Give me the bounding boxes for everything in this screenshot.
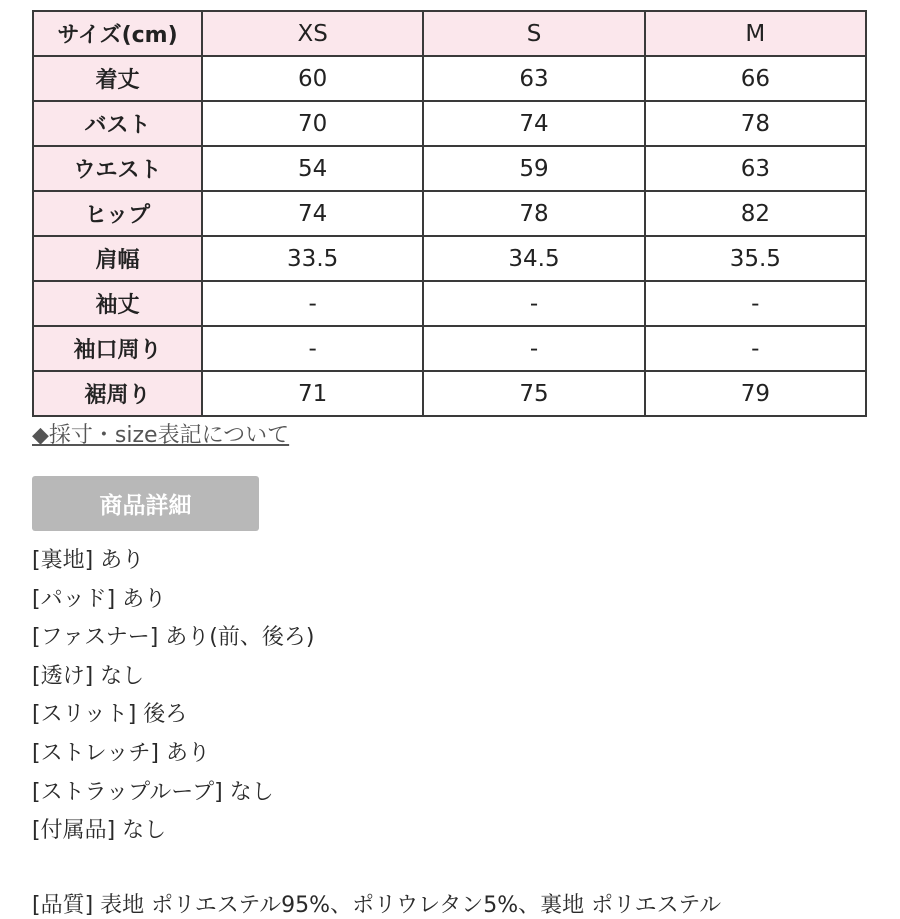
detail-padding: [パッド] あり — [32, 586, 167, 612]
detail-stretch: [ストレッチ] あり — [32, 740, 210, 766]
table-cell: 33.5 — [202, 236, 423, 281]
table-cell: 70 — [202, 101, 423, 146]
table-cell: - — [645, 326, 866, 371]
size-table-header-row — [33, 11, 866, 56]
size-column-s: S — [423, 11, 644, 56]
table-cell: - — [202, 281, 423, 326]
table-cell: 54 — [202, 146, 423, 191]
detail-sheerness: [透け] なし — [32, 663, 145, 689]
row-label: 肩幅 — [33, 236, 202, 281]
size-guide-link[interactable]: ◆採寸・size表記について — [32, 423, 290, 448]
detail-zipper: [ファスナー] あり(前、後ろ) — [32, 625, 315, 651]
table-cell: 79 — [645, 371, 866, 416]
table-cell: 74 — [423, 101, 644, 146]
size-column-xs: XS — [202, 11, 423, 56]
table-cell: 78 — [645, 101, 866, 146]
table-cell: 34.5 — [423, 236, 644, 281]
table-cell: 82 — [645, 191, 866, 236]
table-cell: - — [423, 281, 644, 326]
table-cell: 75 — [423, 371, 644, 416]
size-table-body — [33, 11, 866, 416]
row-label: 袖口周り — [33, 326, 202, 371]
size-row-hip — [33, 191, 866, 236]
table-cell: 59 — [423, 146, 644, 191]
product-details-tab[interactable]: 商品詳細 — [32, 476, 259, 531]
table-cell: 35.5 — [645, 236, 866, 281]
size-row-length — [33, 56, 866, 101]
table-cell: - — [202, 326, 423, 371]
row-label: 袖丈 — [33, 281, 202, 326]
size-row-shoulder — [33, 236, 866, 281]
size-row-cuff — [33, 326, 866, 371]
table-cell: 66 — [645, 56, 866, 101]
size-row-sleeve-length — [33, 281, 866, 326]
detail-strap-loop: [ストラップループ] なし — [32, 779, 274, 805]
size-row-waist — [33, 146, 866, 191]
row-label: 裾周り — [33, 371, 202, 416]
table-cell: 63 — [423, 56, 644, 101]
table-cell: 71 — [202, 371, 423, 416]
size-column-m: M — [645, 11, 866, 56]
row-label: ウエスト — [33, 146, 202, 191]
detail-slit: [スリット] 後ろ — [32, 702, 188, 728]
table-cell: 60 — [202, 56, 423, 101]
table-cell: - — [645, 281, 866, 326]
table-cell: 63 — [645, 146, 866, 191]
size-row-bust — [33, 101, 866, 146]
size-row-hem — [33, 371, 866, 416]
table-cell: - — [423, 326, 644, 371]
table-cell: 74 — [202, 191, 423, 236]
row-label: バスト — [33, 101, 202, 146]
product-details-list — [32, 542, 314, 851]
detail-accessories: [付属品] なし — [32, 818, 167, 844]
size-header-label: サイズ(cm) — [33, 11, 202, 56]
size-table — [32, 10, 867, 417]
detail-lining: [裏地] あり — [32, 548, 145, 573]
row-label: ヒップ — [33, 191, 202, 236]
table-cell: 78 — [423, 191, 644, 236]
row-label: 着丈 — [33, 56, 202, 101]
detail-material: [品質] 表地 ポリエステル95%、ポリウレタン5%、裏地 ポリエステル — [32, 893, 722, 918]
